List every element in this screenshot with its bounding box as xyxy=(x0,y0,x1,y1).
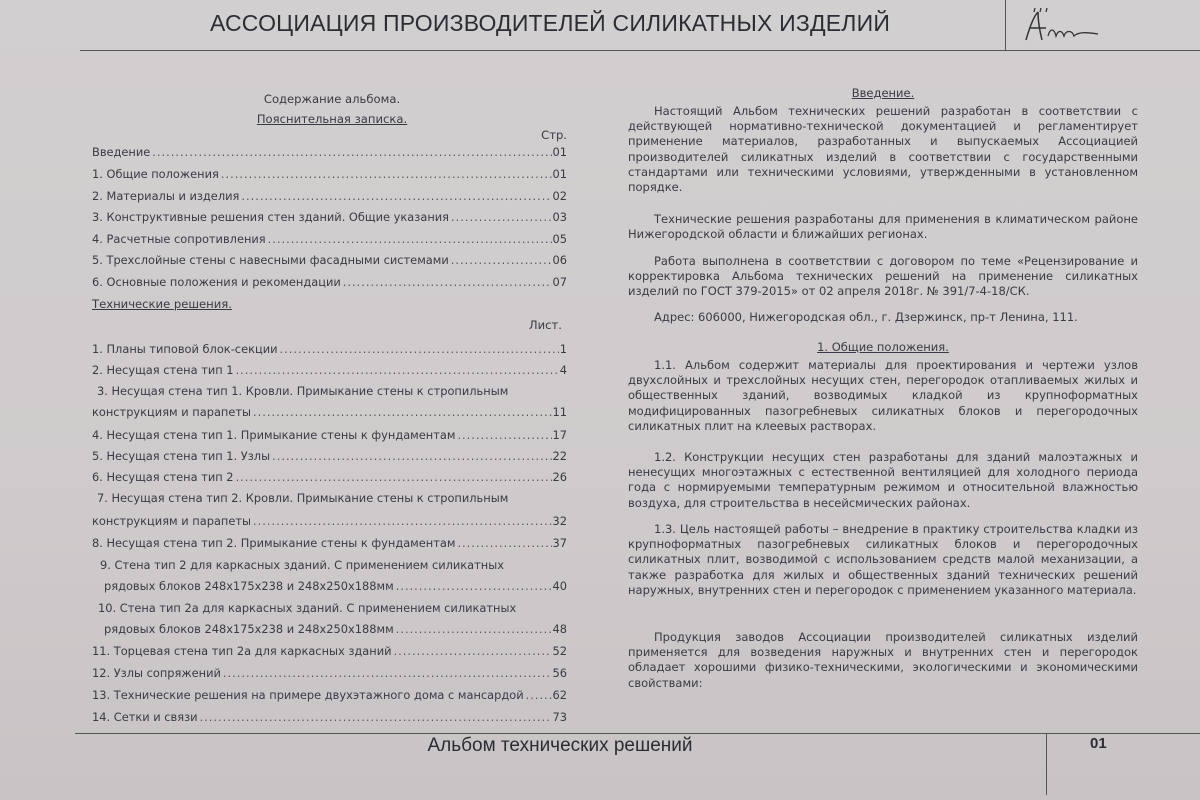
intro-section xyxy=(628,310,1138,325)
toc-entry-page: 73 xyxy=(552,710,567,724)
toc-entry-text: 2. Несущая стена тип 1 xyxy=(92,363,234,377)
toc-entry-page: 07 xyxy=(552,275,567,289)
toc-entry-page: 22 xyxy=(552,449,567,463)
toc-entry-page: 1 xyxy=(559,342,567,356)
toc-entry-page: 37 xyxy=(552,536,567,550)
toc-entry-text: конструкциям и парапеты xyxy=(92,514,252,528)
album-title: Альбом технических решений xyxy=(427,735,693,756)
toc-entry-text: 6. Несущая стена тип 2 xyxy=(92,470,234,484)
toc-entry-text: 14. Сетки и связи xyxy=(92,710,198,724)
toc-entry-text: рядовых блоков 248x175x238 и 248x250x188мм xyxy=(104,579,394,593)
intro-section xyxy=(628,212,1138,242)
toc-row xyxy=(92,710,567,724)
toc-row xyxy=(92,688,567,702)
toc-entry-text: 9. Стена тип 2 для каркасных зданий. С применением силикатных xyxy=(100,558,504,572)
general-heading: 1. Общие положения. xyxy=(817,340,949,354)
general-section xyxy=(628,450,1138,511)
header-rule xyxy=(80,50,1200,51)
intro-section xyxy=(628,104,1138,195)
toc-row xyxy=(92,210,567,224)
general-section xyxy=(628,522,1138,598)
toc-row xyxy=(92,449,567,463)
toc-row xyxy=(104,579,567,593)
toc-entry-page: 01 xyxy=(552,145,567,159)
toc-entry-page: 62 xyxy=(552,688,567,702)
toc-row xyxy=(92,189,567,203)
toc-row xyxy=(92,428,567,442)
explanatory-note-heading: Пояснительная записка. xyxy=(256,112,408,126)
technical-solutions-heading: Технические решения. xyxy=(92,297,232,311)
toc-entry-page: 03 xyxy=(552,210,567,224)
toc-entry-text: конструкциям и парапеты xyxy=(92,405,252,419)
toc-entry-text: 6. Основные положения и рекомендации xyxy=(92,275,341,289)
toc-entry-text: 1. Планы типовой блок-секции xyxy=(92,342,278,356)
header-divider xyxy=(1005,0,1006,50)
toc-entry-page: 02 xyxy=(552,189,567,203)
toc-entry-page: 17 xyxy=(552,428,567,442)
toc-entry-page: 40 xyxy=(552,579,567,593)
page-column-label: Стр. xyxy=(541,128,567,142)
intro-section xyxy=(628,254,1138,300)
toc-entry-page: 05 xyxy=(552,232,567,246)
toc-entry-page: 32 xyxy=(552,514,567,528)
toc-row xyxy=(92,253,567,267)
toc-row xyxy=(92,275,567,289)
toc-row xyxy=(92,470,567,484)
sheet-column-label: Лист. xyxy=(528,318,562,332)
toc-entry-page: 06 xyxy=(552,253,567,267)
signature-logo xyxy=(1020,6,1100,46)
toc-row xyxy=(104,622,567,636)
toc-entry-text: 12. Узлы сопряжений xyxy=(92,666,221,680)
toc-entry-page: 4 xyxy=(559,363,567,377)
general-section xyxy=(628,358,1138,434)
toc-entry-text: 7. Несущая стена тип 2. Кровли. Примыкание стены к стропильным xyxy=(97,491,509,505)
toc-row xyxy=(92,342,567,356)
toc-entry-text: 8. Несущая стена тип 2. Примыкание стены к фундаментам xyxy=(92,536,456,550)
general-section xyxy=(628,630,1138,691)
toc-entry-text: рядовых блоков 248x175x238 и 248x250x188мм xyxy=(104,622,394,636)
toc-row xyxy=(92,232,567,246)
toc-entry-page: 48 xyxy=(552,622,567,636)
toc-row xyxy=(92,167,567,181)
general-paragraph: 1.2. Конструкции несущих стен разработаны для зданий малоэтажных и ненесущих многоэтажных с естественной вентиляцией для холодного периода года с нормируемыми температурным режимом и относительной влажностью воздуха, для строительства в несейсмических районах. xyxy=(628,450,1138,510)
toc-entry-text: 3. Конструктивные решения стен зданий. Общие указания xyxy=(92,210,450,224)
toc-entry-text: 4. Расчетные сопротивления xyxy=(92,232,266,246)
toc-row xyxy=(92,536,567,550)
page-number: 01 xyxy=(1090,735,1107,752)
intro-paragraph: Настоящий Альбом технических решений разработан в соответствии с действующей нормативно-технической документацией и регламентирует применение материалов, разработанных и выпускаемых Ассоциацией производителей силикатных изделий в соответствии с государственными стандартами или техническими условиями, утвержденными в установленном порядке. xyxy=(628,104,1138,195)
contents-title: Содержание альбома. xyxy=(263,92,401,106)
intro-paragraph: Технические решения разработаны для применения в климатическом районе Нижегородской области и ближайших регионах. xyxy=(628,212,1138,242)
toc-row xyxy=(92,145,567,159)
toc-entry-text: 11. Торцевая стена тип 2а для каркасных зданий xyxy=(92,644,392,658)
footer-divider xyxy=(1046,733,1047,795)
toc-entry-page: 26 xyxy=(552,470,567,484)
toc-entry-text: 1. Общие положения xyxy=(92,167,219,181)
toc-row xyxy=(92,405,567,419)
toc-entry-text: 3. Несущая стена тип 1. Кровли. Примыкание стены к стропильным xyxy=(97,384,509,398)
toc-entry-text: Введение xyxy=(92,145,151,159)
toc-entry-page: 52 xyxy=(552,644,567,658)
association-title: АССОЦИАЦИЯ ПРОИЗВОДИТЕЛЕЙ СИЛИКАТНЫХ ИЗДЕЛИЙ xyxy=(209,10,891,36)
toc-entry-text: 2. Материалы и изделия xyxy=(92,189,240,203)
general-paragraph: 1.1. Альбом содержит материалы для проектирования и чертежи узлов двухслойных и трехслойных несущих стен, перегородок отапливаемых жилых и общественных зданий, возводимых кладкой из крупноформатных модифицированных пазогребневых силикатных блоков и перегородочных силикатных плит на клеевых растворах. xyxy=(628,358,1138,433)
toc-row xyxy=(92,666,567,680)
footer-rule xyxy=(75,733,1200,734)
toc-entry-page: 56 xyxy=(552,666,567,680)
toc-entry-text: 4. Несущая стена тип 1. Примыкание стены к фундаментам xyxy=(92,428,456,442)
toc-entry-text: 5. Трехслойные стены с навесными фасадными системами xyxy=(92,253,449,267)
toc-entry-text: 5. Несущая стена тип 1. Узлы xyxy=(92,449,271,463)
toc-row xyxy=(92,644,567,658)
intro-heading: Введение. xyxy=(851,86,915,100)
toc-entry-text: 13. Технические решения на примере двухэтажного дома с мансардой xyxy=(92,688,524,702)
general-paragraph: Продукция заводов Ассоциации производителей силикатных изделий применяется для возведения наружных и внутренних стен и перегородок обладает хорошими физико-техническими, экологическими и экономическими свойствами: xyxy=(628,630,1138,690)
toc-entry-text: 10. Стена тип 2а для каркасных зданий. С применением силикатных xyxy=(98,601,517,615)
toc-row xyxy=(92,514,567,528)
address-line: Адрес: 606000, Нижегородская обл., г. Дзержинск, пр-т Ленина, 111. xyxy=(654,310,1078,324)
toc-entry-page: 11 xyxy=(552,405,567,419)
toc-row xyxy=(92,363,567,377)
intro-paragraph: Работа выполнена в соответствии с договором по теме «Рецензирование и корректировка Альбома технических решений на применение силикатных изделий по ГОСТ 379-2015» от 02 апреля 2018г. № 391/7-4-18/СК. xyxy=(628,254,1138,299)
general-paragraph: 1.3. Цель настоящей работы – внедрение в практику строительства кладки из крупноформатных пазогребневых силикатных блоков и перегородочных силикатных плит, возводимой с использованием средств малой механизации, а также разработка для жилых и общественных зданий технических решений наружных, внутренних стен и перегородок с применением указанного материала. xyxy=(628,522,1138,597)
toc-entry-page: 01 xyxy=(552,167,567,181)
